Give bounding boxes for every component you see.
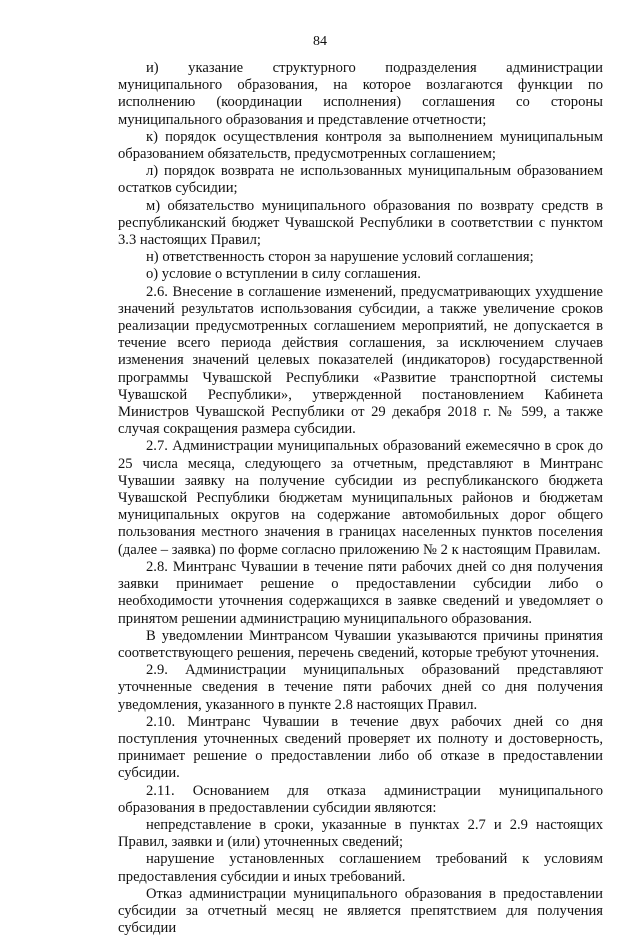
page-number: 84 — [313, 34, 327, 49]
paragraph-2-11: 2.11. Основанием для отказа администрации муниципального образования в предоставлении субсидии являются: — [118, 782, 603, 816]
paragraph-o: о) условие о вступлении в силу соглашения. — [146, 266, 421, 283]
paragraph-2-7: 2.7. Администрации муниципальных образований ежемесячно в срок до 25 числа месяца, следующего за отчетным, представляют в Минтранс Чувашии заявку на получение субсидии из республиканского бюджета Чувашской Республики бюджетам муниципальных районов и бюджетам муниципальных округов на содержание автомобильных дорог общего пользования местного значения в границах населенных пунктов поселения (далее – заявка) по форме согласно приложению № 2 к настоящим Правилам. — [118, 438, 603, 558]
document-body — [118, 60, 603, 937]
paragraph-k: к) порядок осуществления контроля за выполнением муниципальным образованием обязательств, предусмотренных соглашением; — [118, 128, 603, 163]
paragraph-m: м) обязательство муниципального образования по возврату средств в республиканский бюджет Чувашской Республики в соответствии с пунктом 3.3 настоящих Правил; — [118, 197, 603, 249]
paragraph-i: и) указание структурного подразделения администрации муниципального образования, на которое возлагаются функции по исполнению (координации исполнения) соглашения со стороны муниципального образования и представление отчетности; — [118, 60, 603, 128]
paragraph-notification: В уведомлении Минтрансом Чувашии указываются причины принятия соответствующего решения, перечень сведений, которые требуют уточнения. — [118, 627, 603, 661]
paragraph-refusal-note: Отказ администрации муниципального образования в предоставлении субсидии за отчетный месяц не является препятствием для получения субсидии — [118, 885, 603, 937]
paragraph-l: л) порядок возврата не использованных муниципальным образованием остатков субсидии; — [118, 163, 603, 197]
paragraph-2-8: 2.8. Минтранс Чувашии в течение пяти рабочих дней со дня получения заявки принимает решение о предоставлении субсидии либо о необходимости уточнения содержащихся в заявке сведений и уведомляет о принятом решении администрацию муниципального образования. — [118, 558, 603, 627]
paragraph-2-9: 2.9. Администрации муниципальных образований представляют уточненные сведения в течение пяти рабочих дней со дня получения уведомления, указанного в пункте 2.8 настоящих Правил. — [118, 662, 603, 713]
paragraph-refusal-reason-1: непредставление в сроки, указанные в пунктах 2.7 и 2.9 настоящих Правил, заявки и (или) уточненных сведений; — [118, 816, 603, 851]
paragraph-refusal-reason-2: нарушение установленных соглашением требований к условиям предоставления субсидии и иных требований. — [118, 851, 603, 885]
paragraph-2-10: 2.10. Минтранс Чувашии в течение двух рабочих дней со дня поступления уточненных сведений проверяет их полноту и достоверность, принимает решение о предоставлении либо об отказе в предоставлении субсидии. — [118, 713, 603, 782]
paragraph-n: н) ответственность сторон за нарушение условий соглашения; — [146, 249, 534, 266]
paragraph-2-6: 2.6. Внесение в соглашение изменений, предусматривающих ухудшение значений результатов использования субсидии, а также увеличение сроков реализации предусмотренных соглашением мероприятий, не допускается в течение всего периода действия соглашения, за исключением случаев изменения значений целевых показателей (индикаторов) государственной программы Чувашской Республики «Развитие транспортной системы Чувашской Республики», утвержденной постановлением Кабинета Министров Чувашской Республики от 29 декабря 2018 г. № 599, а также случая сокращения размера субсидии. — [118, 283, 603, 438]
